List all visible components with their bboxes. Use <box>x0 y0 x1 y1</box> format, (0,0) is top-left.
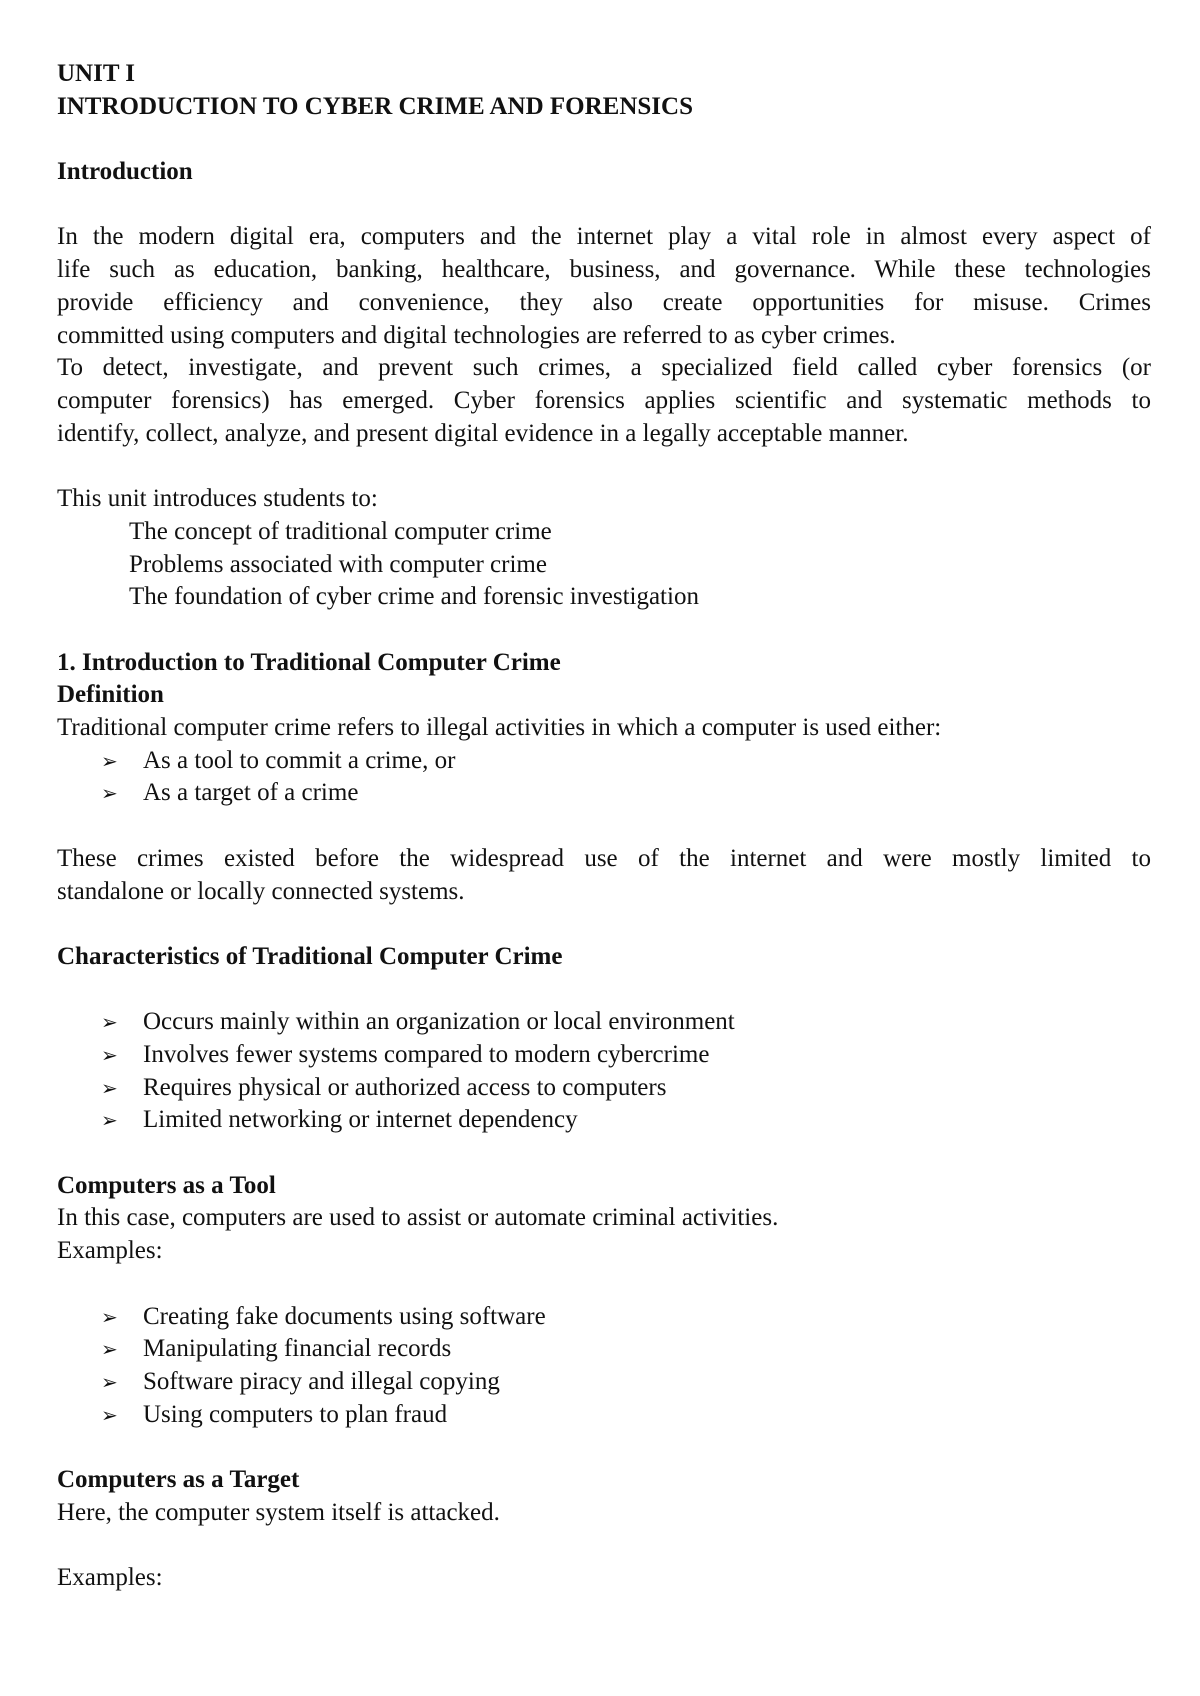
list-item <box>57 777 1151 810</box>
list-item-text: As a tool to commit a crime, or <box>143 746 456 774</box>
list-item <box>57 1333 1151 1366</box>
topic-item: Problems associated with computer crime <box>129 550 547 578</box>
list-item <box>57 1072 1151 1105</box>
arrowhead-bullet-icon: ➢ <box>101 1369 118 1394</box>
target-examples-label: Examples: <box>57 1564 163 1592</box>
list-item-text: Creating fake documents using software <box>143 1302 546 1330</box>
context-last-line: standalone or locally connected systems. <box>57 877 465 905</box>
arrowhead-bullet-icon: ➢ <box>101 781 118 806</box>
intro-para2-line: To detect, investigate, and prevent such crimes, a specialized field called cyber forensics (or <box>57 354 1151 382</box>
unit-label: UNIT I <box>57 60 136 87</box>
list-item <box>57 1366 1151 1399</box>
intro-para1-line: In the modern digital era, computers and the internet play a vital role in almost every aspect of <box>57 223 1151 251</box>
tool-heading: Computers as a Tool <box>57 1171 276 1199</box>
arrowhead-bullet-icon: ➢ <box>101 1304 118 1329</box>
intro-para1-line: life such as education, banking, healthcare, business, and governance. While these technologies <box>57 256 1151 284</box>
list-item-text: As a target of a crime <box>143 779 359 807</box>
list-item-text: Using computers to plan fraud <box>143 1400 448 1428</box>
list-item <box>57 1104 1151 1137</box>
unit-intro-text: This unit introduces students to: <box>57 485 378 513</box>
list-item-text: Requires physical or authorized access to computers <box>143 1073 667 1101</box>
intro-para1-last-line: committed using computers and digital technologies are referred to as cyber crimes. <box>57 321 896 349</box>
context-line: These crimes existed before the widespread use of the internet and were mostly limited to <box>57 844 1151 872</box>
arrowhead-bullet-icon: ➢ <box>101 1108 118 1133</box>
arrowhead-bullet-icon: ➢ <box>101 1010 118 1035</box>
intro-para1-line: provide efficiency and convenience, they also create opportunities for misuse. Crimes <box>57 288 1151 316</box>
topic-item: The concept of traditional computer crime <box>129 517 552 545</box>
intro-para2-last-line: identify, collect, analyze, and present digital evidence in a legally acceptable manner. <box>57 419 909 447</box>
list-item <box>57 1301 1151 1334</box>
tool-text: In this case, computers are used to assist or automate criminal activities. <box>57 1204 779 1232</box>
arrowhead-bullet-icon: ➢ <box>101 1337 118 1362</box>
list-item-text: Software piracy and illegal copying <box>143 1367 500 1395</box>
introduction-heading: Introduction <box>57 158 193 186</box>
section1-heading: 1. Introduction to Traditional Computer Crime <box>57 648 561 676</box>
arrowhead-bullet-icon: ➢ <box>101 1042 118 1067</box>
arrowhead-bullet-icon: ➢ <box>101 1075 118 1100</box>
characteristics-heading: Characteristics of Traditional Computer Crime <box>57 942 563 970</box>
list-item <box>57 1006 1151 1039</box>
list-item <box>57 1039 1151 1072</box>
intro-para2-line: computer forensics) has emerged. Cyber forensics applies scientific and systematic methods to <box>57 387 1151 414</box>
list-item-text: Involves fewer systems compared to modern cybercrime <box>143 1040 710 1068</box>
list-item-text: Manipulating financial records <box>143 1335 452 1363</box>
document-page <box>57 58 1151 1595</box>
target-heading: Computers as a Target <box>57 1466 300 1494</box>
list-item <box>57 745 1151 778</box>
list-item-text: Limited networking or internet dependency <box>143 1106 578 1134</box>
definition-heading: Definition <box>57 681 164 709</box>
tool-examples-label: Examples: <box>57 1237 163 1265</box>
topic-item: The foundation of cyber crime and forensic investigation <box>129 583 699 611</box>
arrowhead-bullet-icon: ➢ <box>101 748 118 773</box>
definition-text: Traditional computer crime refers to illegal activities in which a computer is used either: <box>57 714 942 741</box>
target-text: Here, the computer system itself is attacked. <box>57 1498 500 1526</box>
arrowhead-bullet-icon: ➢ <box>101 1402 118 1427</box>
list-item <box>57 1399 1151 1432</box>
list-item-text: Occurs mainly within an organization or local environment <box>143 1008 735 1036</box>
page-title: INTRODUCTION TO CYBER CRIME AND FORENSICS <box>57 92 693 120</box>
